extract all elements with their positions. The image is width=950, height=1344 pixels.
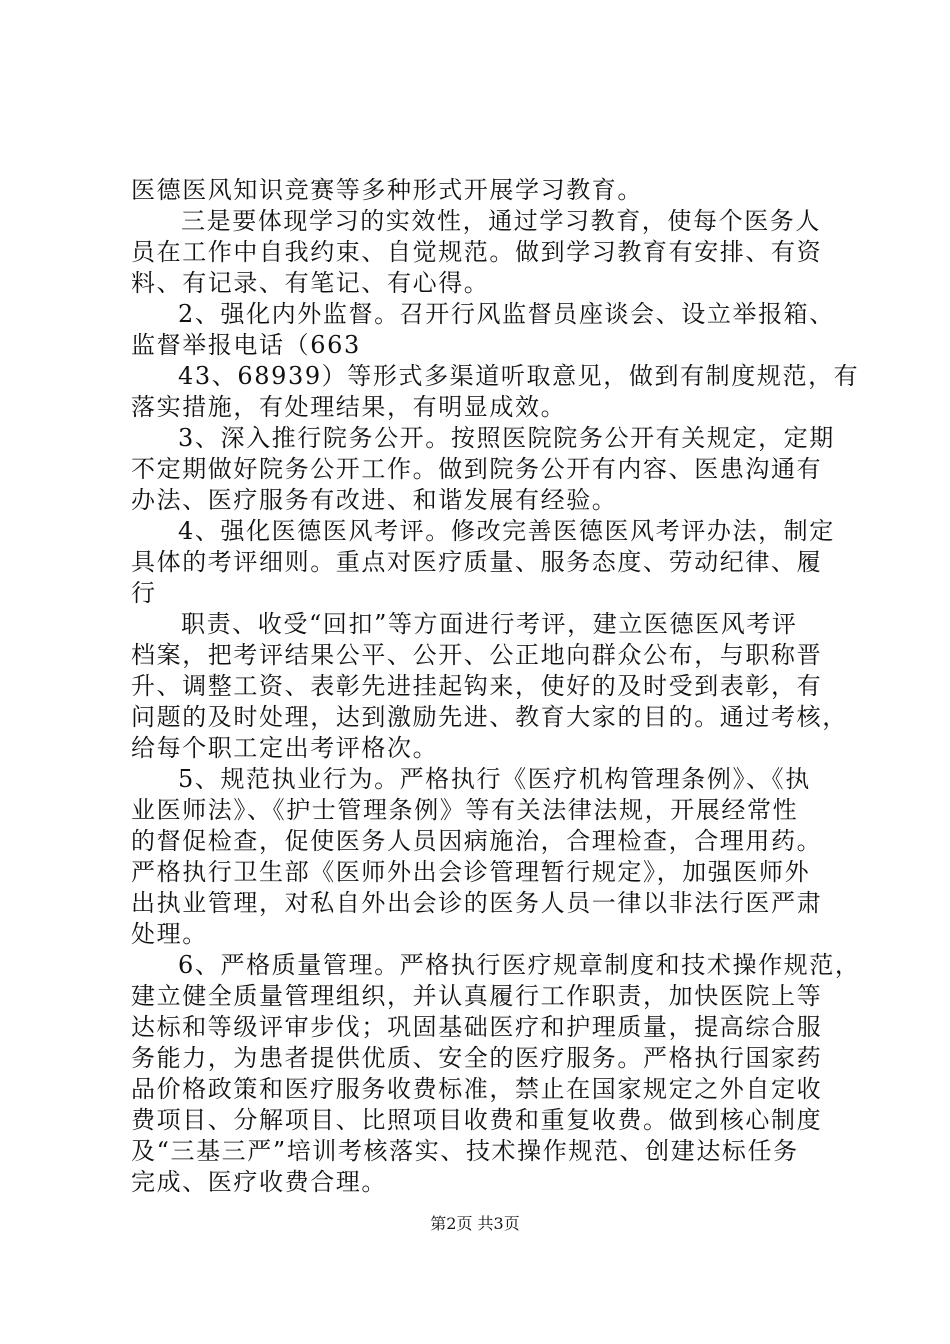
text-line: 问题的及时处理，达到激励先进、教育大家的目的。通过考核，	[131, 703, 848, 731]
text-line: 建立健全质量管理组织，并认真履行工作职责，加快医院上等	[131, 982, 823, 1010]
text-line: 43、68939）等形式多渠道听取意见，做到有制度规范，有	[178, 362, 860, 390]
text-line: 处理。	[131, 920, 208, 948]
text-line: 5、规范执业行为。严格执行《医疗机构管理条例》、《执	[178, 765, 811, 793]
text-line: 员在工作中自我约束、自觉规范。做到学习教育有安排、有资	[131, 238, 823, 266]
text-line: 医德医风知识竞赛等多种形式开展学习教育。	[131, 176, 643, 204]
page-footer: 第2页 共3页	[430, 1214, 520, 1233]
text-line: 具体的考评细则。重点对医疗质量、服务态度、劳动纪律、履	[131, 548, 823, 576]
text-line: 职责、收受“回扣”等方面进行考评，建立医德医风考评	[181, 610, 798, 638]
text-line: 费项目、分解项目、比照项目收费和重复收费。做到核心制度	[131, 1106, 823, 1134]
text-line: 完成、医疗收费合理。	[131, 1168, 387, 1196]
text-line: 品价格政策和医疗服务收费标准，禁止在国家规定之外自定收	[131, 1075, 823, 1103]
text-line: 监督举报电话（663	[131, 331, 361, 359]
text-line: 达标和等级评审步伐；巩固基础医疗和护理质量，提高综合服	[131, 1013, 823, 1041]
text-line: 行	[131, 579, 157, 607]
text-line: 2、强化内外监督。召开行风监督员座谈会、设立举报箱、	[178, 300, 835, 328]
text-line: 不定期做好院务公开工作。做到院务公开有内容、医患沟通有	[131, 455, 823, 483]
text-line: 严格执行卫生部《医师外出会诊管理暂行规定》，加强医师外	[131, 858, 811, 886]
text-line: 及“三基三严”培训考核落实、技术操作规范、创建达标任务	[131, 1137, 799, 1165]
text-line: 升、调整工资、表彰先进挂起钩来，使好的及时受到表彰，有	[131, 672, 823, 700]
text-line: 4、强化医德医风考评。修改完善医德医风考评办法，制定	[178, 517, 835, 545]
text-line: 料、有记录、有笔记、有心得。	[131, 269, 490, 297]
text-line: 落实措施，有处理结果，有明显成效。	[131, 393, 567, 421]
text-line: 办法、医疗服务有改进、和谐发展有经验。	[131, 486, 618, 514]
text-line: 6、严格质量管理。严格执行医疗规章制度和技术操作规范，	[178, 951, 861, 979]
text-line: 给每个职工定出考评格次。	[131, 734, 439, 762]
text-line: 业医师法》、《护士管理条例》等有关法律法规，开展经常性	[131, 796, 799, 824]
text-line: 务能力，为患者提供优质、安全的医疗服务。严格执行国家药	[131, 1044, 823, 1072]
text-line: 3、深入推行院务公开。按照医院院务公开有关规定，定期	[178, 424, 835, 452]
text-line: 档案，把考评结果公平、公开、公正地向群众公布，与职称晋	[131, 641, 823, 669]
text-line: 出执业管理，对私自外出会诊的医务人员一律以非法行医严肃	[131, 889, 823, 917]
text-line: 的督促检查，促使医务人员因病施治，合理检查，合理用药。	[131, 827, 823, 855]
text-line: 三是要体现学习的实效性，通过学习教育，使每个医务人	[181, 207, 821, 235]
